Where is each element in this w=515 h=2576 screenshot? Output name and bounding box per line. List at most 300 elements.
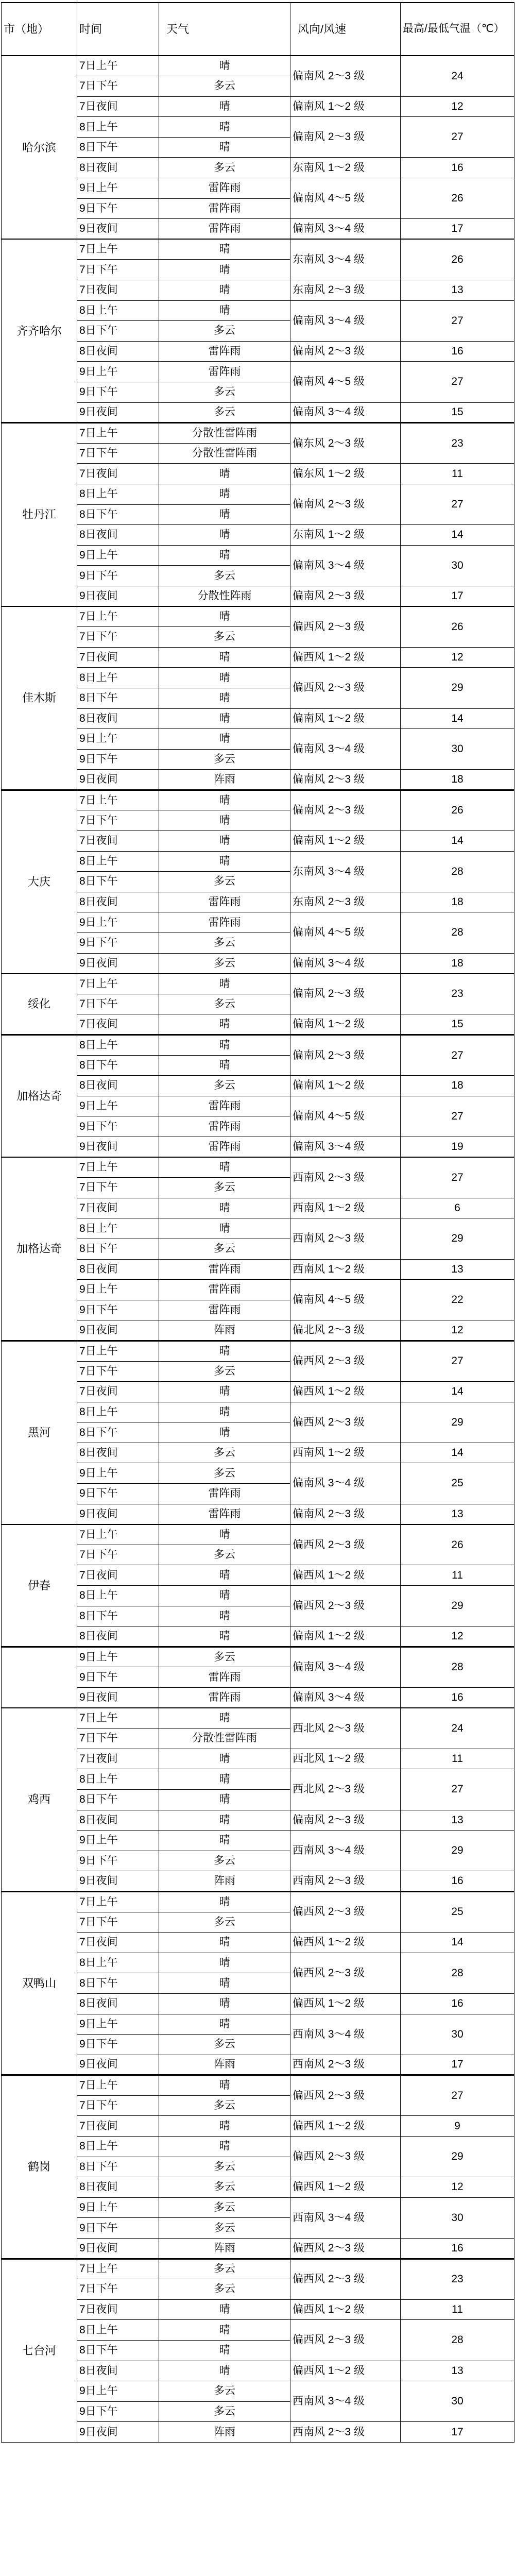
time-cell: 9日下午 — [77, 198, 159, 219]
weather-cell: 多云 — [159, 382, 290, 403]
time-cell: 8日上午 — [77, 2137, 159, 2157]
temperature-cell: 27 — [401, 300, 514, 341]
table-row — [2, 1096, 514, 1116]
header-time: 时间 — [77, 3, 159, 56]
wind-cell: 偏南风 1～2 级 — [290, 708, 401, 729]
weather-cell: 晴 — [159, 974, 290, 994]
weather-cell: 晴 — [159, 2320, 290, 2341]
time-cell: 8日下午 — [77, 1606, 159, 1626]
wind-cell: 偏南风 3～4 级 — [290, 1647, 401, 1687]
wind-cell: 偏东风 2～3 级 — [290, 423, 401, 464]
wind-cell: 偏西风 1～2 级 — [290, 1933, 401, 1953]
table-row — [2, 1953, 514, 1973]
time-cell: 8日夜间 — [77, 158, 159, 178]
table-row — [2, 1157, 514, 1178]
table-row — [2, 2381, 514, 2402]
wind-cell: 偏西风 2～3 级 — [290, 1524, 401, 1565]
table-row — [2, 484, 514, 504]
wind-cell: 偏南风 4～5 级 — [290, 178, 401, 219]
time-cell: 7日上午 — [77, 56, 159, 76]
table-row — [2, 1443, 514, 1463]
table-row — [2, 606, 514, 627]
weather-cell: 晴 — [159, 688, 290, 708]
table-row — [2, 1647, 514, 1667]
weather-cell: 多云 — [159, 749, 290, 770]
weather-cell: 晴 — [159, 2137, 290, 2157]
time-cell: 8日上午 — [77, 668, 159, 688]
time-cell: 7日下午 — [77, 2279, 159, 2300]
table-row — [2, 1259, 514, 1280]
time-cell: 9日下午 — [77, 2218, 159, 2239]
time-cell: 7日下午 — [77, 260, 159, 280]
temperature-cell: 14 — [401, 708, 514, 729]
temperature-cell: 11 — [401, 2299, 514, 2320]
temperature-cell: 28 — [401, 851, 514, 892]
time-cell: 9日夜间 — [77, 586, 159, 606]
time-cell: 7日下午 — [77, 810, 159, 831]
time-cell: 9日夜间 — [77, 1871, 159, 1892]
wind-cell: 偏东风 1～2 级 — [290, 464, 401, 484]
table-row — [2, 831, 514, 852]
temperature-cell: 28 — [401, 1953, 514, 1993]
weather-cell: 晴 — [159, 525, 290, 546]
time-cell: 9日下午 — [77, 749, 159, 770]
weather-cell: 雷阵雨 — [159, 1280, 290, 1300]
time-cell: 9日下午 — [77, 1667, 159, 1688]
temperature-cell: 26 — [401, 1524, 514, 1565]
table-row — [2, 1586, 514, 1606]
time-cell: 8日夜间 — [77, 2361, 159, 2381]
weather-cell: 多云 — [159, 2157, 290, 2177]
time-cell: 8日下午 — [77, 2341, 159, 2361]
temperature-cell: 29 — [401, 1831, 514, 1871]
temperature-cell: 9 — [401, 2116, 514, 2137]
weather-cell: 阵雨 — [159, 2422, 290, 2443]
wind-cell: 偏西风 1～2 级 — [290, 1565, 401, 1586]
table-row — [2, 1382, 514, 1402]
time-cell: 7日夜间 — [77, 1565, 159, 1586]
wind-cell: 偏西风 2～3 级 — [290, 2320, 401, 2361]
time-cell: 9日下午 — [77, 2035, 159, 2055]
wind-cell: 偏南风 4～5 级 — [290, 362, 401, 402]
time-cell: 7日上午 — [77, 1708, 159, 1728]
time-cell: 8日夜间 — [77, 1076, 159, 1096]
weather-cell: 多云 — [159, 2401, 290, 2422]
weather-cell: 雷阵雨 — [159, 912, 290, 933]
time-cell: 8日夜间 — [77, 341, 159, 362]
table-row — [2, 1218, 514, 1239]
temperature-cell: 16 — [401, 2239, 514, 2259]
weather-cell: 晴 — [159, 117, 290, 138]
table-row — [2, 1749, 514, 1769]
table-row — [2, 1769, 514, 1790]
wind-cell: 东南风 2～3 级 — [290, 280, 401, 301]
time-cell: 9日上午 — [77, 362, 159, 382]
time-cell: 9日下午 — [77, 1851, 159, 1871]
weather-cell: 多云 — [159, 1076, 290, 1096]
city-cell: 大庆 — [2, 790, 77, 973]
time-cell: 9日夜间 — [77, 770, 159, 790]
weather-cell: 雷阵雨 — [159, 1300, 290, 1320]
wind-cell: 西南风 3～4 级 — [290, 2381, 401, 2422]
weather-cell: 晴 — [159, 831, 290, 852]
wind-cell: 西南风 3～4 级 — [290, 2197, 401, 2238]
weather-cell: 分散性雷阵雨 — [159, 443, 290, 464]
city-cell — [2, 1647, 77, 1708]
time-cell: 7日上午 — [77, 239, 159, 260]
city-cell: 伊春 — [2, 1524, 77, 1647]
header-wind: 风向/风速 — [290, 3, 401, 56]
time-cell: 8日上午 — [77, 1586, 159, 1606]
time-cell: 9日下午 — [77, 1300, 159, 1320]
wind-cell: 偏南风 3～4 级 — [290, 1688, 401, 1708]
temperature-cell: 26 — [401, 790, 514, 831]
time-cell: 7日下午 — [77, 1178, 159, 1198]
weather-cell: 晴 — [159, 300, 290, 321]
wind-cell: 西南风 2～3 级 — [290, 1871, 401, 1892]
time-cell: 9日夜间 — [77, 402, 159, 423]
table-row — [2, 96, 514, 117]
header-row — [2, 3, 514, 56]
weather-cell: 阵雨 — [159, 770, 290, 790]
table-row — [2, 545, 514, 566]
temperature-cell: 12 — [401, 1626, 514, 1647]
city-cell: 加格达奇 — [2, 1157, 77, 1341]
table-row — [2, 56, 514, 76]
weather-cell: 晴 — [159, 1157, 290, 1178]
weather-cell: 晴 — [159, 606, 290, 627]
time-cell: 8日下午 — [77, 321, 159, 342]
temperature-cell: 29 — [401, 2137, 514, 2177]
table-row — [2, 2361, 514, 2381]
city-cell: 哈尔滨 — [2, 56, 77, 239]
weather-cell: 多云 — [159, 953, 290, 974]
time-cell: 7日夜间 — [77, 1749, 159, 1769]
temperature-cell: 16 — [401, 1688, 514, 1708]
weather-cell: 晴 — [159, 1586, 290, 1606]
temperature-cell: 26 — [401, 178, 514, 219]
wind-cell: 西南风 3～4 级 — [290, 2014, 401, 2055]
time-cell: 8日上午 — [77, 1218, 159, 1239]
weather-cell: 雷阵雨 — [159, 341, 290, 362]
time-cell: 7日夜间 — [77, 96, 159, 117]
wind-cell: 东南风 1～2 级 — [290, 158, 401, 178]
temperature-cell: 27 — [401, 1769, 514, 1810]
wind-cell: 偏西风 1～2 级 — [290, 2299, 401, 2320]
wind-cell: 东南风 1～2 级 — [290, 525, 401, 546]
table-row — [2, 239, 514, 260]
time-cell: 8日夜间 — [77, 1810, 159, 1831]
table-row — [2, 464, 514, 484]
temperature-cell: 30 — [401, 2014, 514, 2055]
weather-cell: 雷阵雨 — [159, 1484, 290, 1504]
weather-cell: 晴 — [159, 280, 290, 301]
table-row — [2, 1035, 514, 1056]
weather-cell: 分散性阵雨 — [159, 586, 290, 606]
wind-cell: 偏南风 3～4 级 — [290, 953, 401, 974]
weather-cell: 晴 — [159, 56, 290, 76]
wind-cell: 偏南风 2～3 级 — [290, 974, 401, 1014]
weather-cell: 雷阵雨 — [159, 1116, 290, 1137]
time-cell: 7日夜间 — [77, 280, 159, 301]
weather-cell: 多云 — [159, 2035, 290, 2055]
table-row — [2, 1137, 514, 1157]
temperature-cell: 11 — [401, 464, 514, 484]
time-cell: 7日夜间 — [77, 464, 159, 484]
wind-cell: 偏南风 1～2 级 — [290, 1076, 401, 1096]
weather-cell: 多云 — [159, 158, 290, 178]
wind-cell: 西南风 2～3 级 — [290, 1218, 401, 1259]
time-cell: 8日下午 — [77, 1789, 159, 1810]
time-cell: 9日上午 — [77, 1096, 159, 1116]
wind-cell: 偏南风 2～3 级 — [290, 484, 401, 524]
city-cell: 鸡西 — [2, 1708, 77, 1891]
weather-cell: 晴 — [159, 1422, 290, 1443]
temperature-cell: 28 — [401, 1647, 514, 1687]
wind-cell: 西南风 1～2 级 — [290, 1198, 401, 1218]
time-cell: 7日夜间 — [77, 831, 159, 852]
wind-cell: 偏南风 3～4 级 — [290, 1463, 401, 1504]
weather-cell: 多云 — [159, 933, 290, 954]
weather-cell: 多云 — [159, 2259, 290, 2279]
temperature-cell: 17 — [401, 586, 514, 606]
weather-cell: 晴 — [159, 1831, 290, 1851]
weather-cell: 晴 — [159, 484, 290, 504]
table-row — [2, 1198, 514, 1218]
time-cell: 7日夜间 — [77, 2116, 159, 2137]
wind-cell: 偏南风 2～3 级 — [290, 586, 401, 606]
wind-cell: 西北风 1～2 级 — [290, 1749, 401, 1769]
weather-cell: 多云 — [159, 994, 290, 1014]
table-row — [2, 974, 514, 994]
weather-cell: 晴 — [159, 2116, 290, 2137]
weather-cell: 多云 — [159, 1361, 290, 1382]
weather-cell: 晴 — [159, 729, 290, 750]
temperature-cell: 18 — [401, 770, 514, 790]
temperature-cell: 17 — [401, 2422, 514, 2443]
city-cell: 齐齐哈尔 — [2, 239, 77, 422]
time-cell: 7日上午 — [77, 974, 159, 994]
table-row — [2, 280, 514, 301]
weather-cell: 晴 — [159, 810, 290, 831]
time-cell: 9日上午 — [77, 729, 159, 750]
weather-cell: 晴 — [159, 1402, 290, 1422]
wind-cell: 西南风 3～4 级 — [290, 1831, 401, 1871]
weather-cell: 分散性雷阵雨 — [159, 1728, 290, 1749]
table-row — [2, 362, 514, 382]
time-cell: 9日上午 — [77, 1831, 159, 1851]
temperature-cell: 27 — [401, 1096, 514, 1137]
weather-cell: 雷阵雨 — [159, 178, 290, 199]
wind-cell: 偏南风 4～5 级 — [290, 1096, 401, 1137]
time-cell: 8日上午 — [77, 2320, 159, 2341]
wind-cell: 偏南风 1～2 级 — [290, 831, 401, 852]
wind-cell: 偏西风 1～2 级 — [290, 2361, 401, 2381]
time-cell: 8日下午 — [77, 688, 159, 708]
weather-cell: 阵雨 — [159, 1871, 290, 1892]
time-cell: 9日夜间 — [77, 953, 159, 974]
weather-cell: 晴 — [159, 1382, 290, 1402]
table-row — [2, 770, 514, 790]
weather-cell: 晴 — [159, 1993, 290, 2014]
time-cell: 9日夜间 — [77, 1688, 159, 1708]
temperature-cell: 13 — [401, 280, 514, 301]
time-cell: 8日上午 — [77, 300, 159, 321]
table-row — [2, 953, 514, 974]
time-cell: 8日下午 — [77, 2157, 159, 2177]
weather-cell: 晴 — [159, 1218, 290, 1239]
temperature-cell: 15 — [401, 402, 514, 423]
time-cell: 8日上午 — [77, 484, 159, 504]
wind-cell: 偏南风 3～4 级 — [290, 300, 401, 341]
temperature-cell: 27 — [401, 362, 514, 402]
table-row — [2, 2197, 514, 2218]
temperature-cell: 12 — [401, 2177, 514, 2198]
time-cell: 7日下午 — [77, 2095, 159, 2116]
wind-cell: 偏西风 2～3 级 — [290, 1341, 401, 1381]
table-row — [2, 2075, 514, 2096]
temperature-cell: 25 — [401, 1891, 514, 1932]
weather-cell: 晴 — [159, 1606, 290, 1626]
temperature-cell: 27 — [401, 1157, 514, 1198]
weather-cell: 雷阵雨 — [159, 198, 290, 219]
temperature-cell: 17 — [401, 219, 514, 240]
temperature-cell: 23 — [401, 423, 514, 464]
wind-cell: 偏南风 1～2 级 — [290, 1626, 401, 1647]
temperature-cell: 14 — [401, 525, 514, 546]
time-cell: 9日夜间 — [77, 1320, 159, 1341]
table-row — [2, 158, 514, 178]
temperature-cell: 29 — [401, 1586, 514, 1626]
time-cell: 7日下午 — [77, 1545, 159, 1565]
wind-cell: 西北风 2～3 级 — [290, 1769, 401, 1810]
temperature-cell: 13 — [401, 1810, 514, 1831]
temperature-cell: 18 — [401, 1076, 514, 1096]
weather-cell: 多云 — [159, 2381, 290, 2402]
weather-cell: 多云 — [159, 1851, 290, 1871]
weather-cell: 晴 — [159, 2299, 290, 2320]
temperature-cell: 6 — [401, 1198, 514, 1218]
wind-cell: 偏西风 2～3 级 — [290, 2137, 401, 2177]
weather-cell: 晴 — [159, 1565, 290, 1586]
temperature-cell: 23 — [401, 974, 514, 1014]
table-row — [2, 2259, 514, 2279]
temperature-cell: 29 — [401, 668, 514, 708]
city-cell: 加格达奇 — [2, 1035, 77, 1158]
wind-cell: 偏西风 2～3 级 — [290, 2075, 401, 2116]
wind-cell: 偏南风 4～5 级 — [290, 1280, 401, 1320]
weather-cell: 多云 — [159, 1647, 290, 1667]
time-cell: 8日下午 — [77, 1239, 159, 1259]
weather-cell: 晴 — [159, 2014, 290, 2035]
table-row — [2, 1891, 514, 1912]
city-cell: 鹤岗 — [2, 2075, 77, 2259]
table-row — [2, 1688, 514, 1708]
time-cell: 8日上午 — [77, 1953, 159, 1973]
time-cell: 7日上午 — [77, 790, 159, 810]
weather-cell: 晴 — [159, 1810, 290, 1831]
weather-cell: 晴 — [159, 2075, 290, 2096]
weather-cell: 晴 — [159, 1749, 290, 1769]
weather-cell: 多云 — [159, 1545, 290, 1565]
temperature-cell: 11 — [401, 1749, 514, 1769]
time-cell: 9日上午 — [77, 1647, 159, 1667]
header-city: 市（地） — [2, 3, 77, 56]
time-cell: 8日下午 — [77, 504, 159, 525]
time-cell: 8日下午 — [77, 1055, 159, 1076]
temperature-cell: 27 — [401, 484, 514, 524]
weather-cell: 雷阵雨 — [159, 1688, 290, 1708]
temperature-cell: 24 — [401, 56, 514, 96]
temperature-cell: 29 — [401, 1402, 514, 1443]
time-cell: 8日夜间 — [77, 1626, 159, 1647]
table-row — [2, 729, 514, 750]
table-row — [2, 1524, 514, 1545]
temperature-cell: 14 — [401, 831, 514, 852]
table-row — [2, 2137, 514, 2157]
header-temp: 最高/最低气温（℃） — [401, 3, 514, 56]
weather-cell: 雷阵雨 — [159, 219, 290, 240]
time-cell: 8日夜间 — [77, 1993, 159, 2014]
table-row — [2, 2320, 514, 2341]
weather-cell: 晴 — [159, 1524, 290, 1545]
table-row — [2, 1402, 514, 1422]
city-cell: 双鸭山 — [2, 1891, 77, 2075]
temperature-cell: 14 — [401, 1443, 514, 1463]
temperature-cell: 24 — [401, 1708, 514, 1749]
time-cell: 7日上午 — [77, 1891, 159, 1912]
time-cell: 7日下午 — [77, 1728, 159, 1749]
wind-cell: 偏西风 1～2 级 — [290, 647, 401, 668]
wind-cell: 西北风 2～3 级 — [290, 1708, 401, 1749]
weather-cell: 晴 — [159, 1933, 290, 1953]
wind-cell: 偏西风 2～3 级 — [290, 1891, 401, 1932]
city-cell: 佳木斯 — [2, 606, 77, 790]
temperature-cell: 12 — [401, 1320, 514, 1341]
temperature-cell: 29 — [401, 1218, 514, 1259]
temperature-cell: 12 — [401, 96, 514, 117]
time-cell: 9日上午 — [77, 1280, 159, 1300]
table-row — [2, 219, 514, 240]
temperature-cell: 30 — [401, 2197, 514, 2238]
temperature-cell: 19 — [401, 1137, 514, 1157]
weather-cell: 雷阵雨 — [159, 1667, 290, 1688]
time-cell: 9日上午 — [77, 2381, 159, 2402]
weather-cell: 晴 — [159, 668, 290, 688]
table-row — [2, 423, 514, 444]
time-cell: 7日下午 — [77, 994, 159, 1014]
temperature-cell: 28 — [401, 912, 514, 953]
weather-cell: 晴 — [159, 1198, 290, 1218]
wind-cell: 东南风 3～4 级 — [290, 239, 401, 280]
time-cell: 9日夜间 — [77, 2055, 159, 2075]
weather-cell: 晴 — [159, 1708, 290, 1728]
weather-cell: 雷阵雨 — [159, 1259, 290, 1280]
wind-cell: 偏南风 3～4 级 — [290, 219, 401, 240]
time-cell: 7日上午 — [77, 423, 159, 444]
temperature-cell: 30 — [401, 545, 514, 586]
table-row — [2, 2116, 514, 2137]
time-cell: 7日下午 — [77, 627, 159, 648]
wind-cell: 偏南风 2～3 级 — [290, 1504, 401, 1524]
weather-cell: 晴 — [159, 1891, 290, 1912]
header-weather: 天气 — [159, 3, 290, 56]
temperature-cell: 26 — [401, 239, 514, 280]
temperature-cell: 16 — [401, 1871, 514, 1892]
weather-cell: 晴 — [159, 851, 290, 872]
weather-cell: 晴 — [159, 790, 290, 810]
time-cell: 9日下午 — [77, 1116, 159, 1137]
